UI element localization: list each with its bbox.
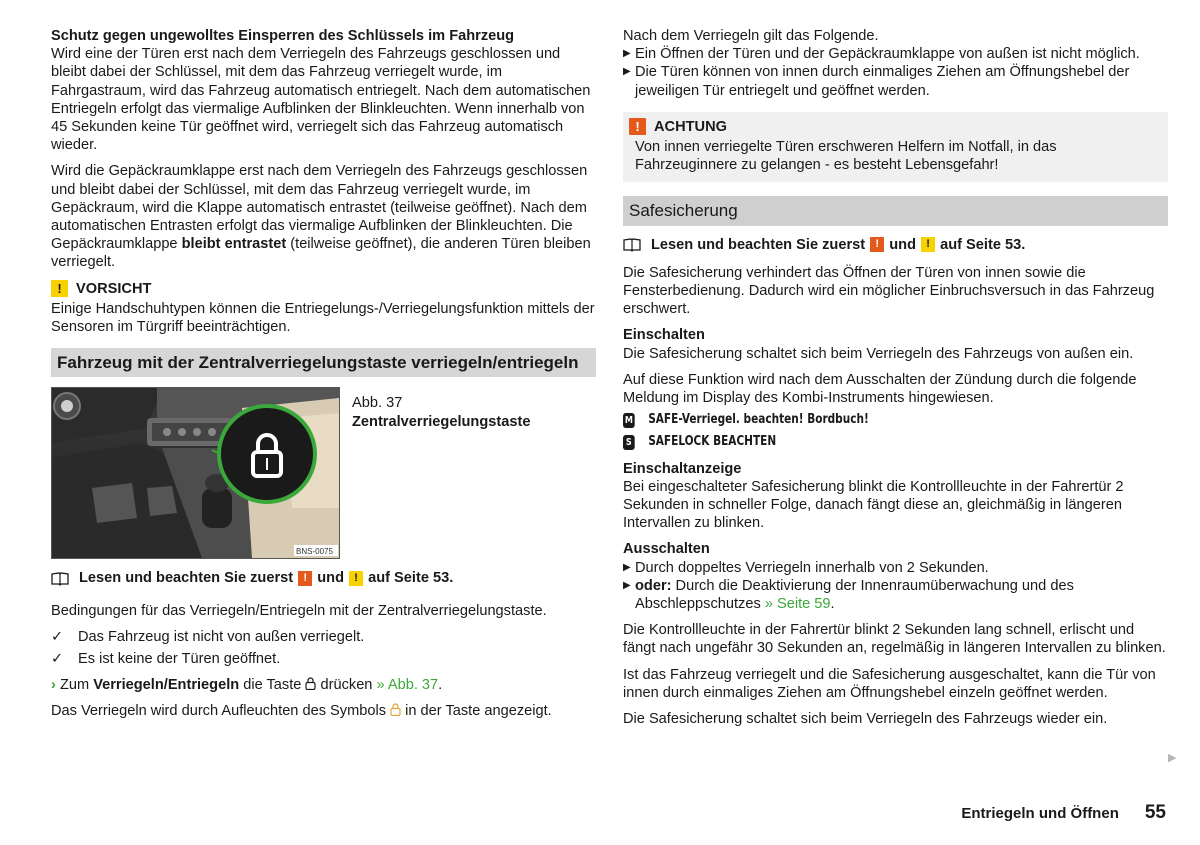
bullet-icon: ▶ [623, 561, 631, 573]
action-arrow-icon: › [51, 677, 56, 694]
caution-box [51, 280, 596, 337]
bullet-item [623, 45, 1168, 63]
paragraph: Ist das Fahrzeug verriegelt und die Safesicherung ausgeschaltet, kann die Tür von innen durch einmaliges Ziehen am Öffnungshebel einzeln geöffnet werden. [623, 666, 1156, 701]
footer-chapter-title: Entriegeln und Öffnen [961, 805, 1119, 822]
bullet-item [623, 577, 1168, 613]
bullet-text: Die Türen können von innen durch einmaliges Ziehen am Öffnungshebel der jeweiligen Tür entriegelt und geöffnet werden. [635, 64, 1130, 99]
subheading-ausschalten: Ausschalten [623, 541, 710, 558]
condition-item [51, 628, 596, 646]
bold-text: oder: [635, 577, 672, 594]
subheading-einschalten: Einschalten [623, 327, 705, 344]
bullet-icon: ▶ [623, 48, 631, 60]
figure-code: BNS-0075 [296, 547, 333, 557]
figure-central-locking-button [51, 387, 340, 559]
book-icon [51, 572, 69, 586]
figure-row [51, 387, 596, 559]
check-icon: ✓ [51, 628, 64, 645]
page-link[interactable]: » Seite 59 [764, 596, 831, 613]
bullet-text: Ein Öffnen der Türen und der Gepäckraumklappe von außen ist nicht möglich. [635, 46, 1140, 63]
right-column [623, 27, 1168, 736]
text: Zum [59, 677, 94, 694]
figure-caption-block [352, 387, 530, 559]
read-page: auf Seite 53. [940, 236, 1026, 253]
bullet-icon: ▶ [623, 66, 631, 78]
paragraph-key-lock-protection [51, 27, 596, 154]
paragraph: Die Kontrollleuchte in der Fahrertür blinkt 2 Sekunden lang schnell, erlischt und fängt nach ungefähr 30 Sekunden an, regelmäßig in längeren Intervallen zu blinken. [623, 622, 1166, 657]
read-and: und [889, 236, 916, 253]
caution-text: Einige Handschuhtypen können die Entriegelungs-/Verriegelungsfunktion mittels der Sensoren im Türgriff beeinträchtigen. [51, 300, 595, 336]
continue-arrow-icon: ▶ [1168, 752, 1177, 764]
car-interior-illustration [52, 388, 339, 558]
text: . [830, 596, 835, 613]
display-text: SAFELOCK BEACHTEN [648, 434, 777, 450]
display-s-icon: S [623, 435, 635, 450]
bullet-icon: ▶ [623, 579, 631, 591]
after-lock-intro: Nach dem Verriegeln gilt das Folgende. [623, 28, 879, 44]
text: die Taste [239, 677, 302, 694]
left-column [51, 27, 596, 729]
bold-text: Verriegeln/Entriegeln [93, 677, 240, 694]
text: Das Verriegeln wird durch Aufleuchten des Symbols [51, 703, 387, 720]
warning-icon: ! [870, 237, 884, 252]
section-title-safesicherung: Safesicherung [623, 196, 1168, 225]
read-first-line [623, 236, 1168, 254]
figure-label: Abb. 37 [352, 395, 403, 412]
caution-icon: ! [921, 237, 935, 252]
text: (teilweise geöffnet), die anderen Türen bleiben verriegelt. [51, 236, 591, 271]
warning-box [623, 112, 1168, 183]
text: in der Taste angezeigt. [401, 703, 552, 720]
paragraph-trunk [51, 162, 596, 271]
paragraph: Die Safesicherung schaltet sich beim Verriegeln des Fahrzeugs wieder ein. [623, 711, 1108, 728]
figure-link[interactable]: » Abb. 37 [376, 677, 439, 694]
condition-text: Es ist keine der Türen geöffnet. [78, 651, 281, 668]
text: Wird die Gepäckraumklappe erst nach dem Verriegeln des Fahrzeugs geschlossen und bleibt dabei der Schlüssel, mit dem das Fahrzeug verriegelt wurde, im Gepäckraum, wird die Klappe automatisch entrastet (teilweise geöffnet). Nach dem automatischen Entrasten erfolgt das viermalige Aufblinken der Blinkleuchten. Die Gepäckraumklappe [51, 163, 588, 253]
display-text: SAFE-Verriegel. beachten! Bordbuch! [648, 412, 869, 428]
page-footer [961, 804, 1166, 823]
display-message-m [623, 411, 1114, 429]
condition-item [51, 650, 596, 668]
text: Durch die Deaktivierung der Innenraumüberwachung und des Abschleppschutzes [635, 577, 1074, 613]
paragraph-text: Wird eine der Türen erst nach dem Verriegeln des Fahrzeugs geschlossen und bleibt dabei der Schlüssel, mit dem das Fahrzeug verriegelt wurde, im Fahrgastraum, wird das Fahrzeug automatisch entriegelt. Nach dem automatischen Entriegeln erfolgt das viermalige Aufblinken der Blinkleuchten. Wenn innerhalb von 45 Sekunden keine Tür geöffnet wird, verriegelt sich das Fahrzeug automatisch wieder. [51, 46, 591, 154]
paragraph: Die Safesicherung verhindert das Öffnen der Türen von innen sowie die Fensterbedienung. Dadurch wird ein möglicher Einbruchsversuch in das Fahrzeug erschwert. [623, 264, 1155, 318]
final-note [51, 702, 596, 720]
book-icon [623, 238, 641, 252]
bullet-text [635, 577, 1168, 613]
page-number: 55 [1144, 802, 1166, 823]
warning-icon: ! [298, 571, 312, 586]
warning-text: Von innen verriegelte Türen erschweren Helfern im Notfall, in das Fahrzeuginnere zu gelangen - es besteht Lebensgefahr! [635, 139, 1057, 174]
paragraph: Bei eingeschalteter Safesicherung blinkt die Kontrollleuchte in der Fahrertür 2 Sekunden in schneller Folge, danach fängt diese an, gleichmäßig in längeren Intervallen zu blinken. [623, 478, 1124, 532]
warning-label: ACHTUNG [654, 118, 727, 135]
caution-icon: ! [51, 280, 68, 297]
paragraph-title: Schutz gegen ungewolltes Einsperren des Schlüssels im Fahrzeug [51, 28, 515, 44]
display-message-s [623, 433, 1114, 451]
subheading-einschaltanzeige: Einschaltanzeige [623, 460, 742, 477]
warning-heading [629, 118, 1162, 136]
display-m-icon: M [624, 414, 633, 426]
bullet-item [623, 559, 1168, 577]
read-text: Lesen und beachten Sie zuerst [651, 236, 866, 253]
read-page: auf Seite 53. [368, 570, 454, 587]
warning-icon: ! [629, 118, 646, 135]
lock-icon [305, 677, 316, 690]
bullet-item [623, 63, 1168, 99]
text: drücken [316, 677, 377, 694]
conditions-intro: Bedingungen für das Verriegeln/Entriegeln mit der Zentralverriegelungstaste. [51, 602, 547, 619]
lock-lit-icon [390, 703, 401, 716]
read-first-line [51, 569, 596, 587]
action-step [51, 676, 596, 694]
check-icon: ✓ [51, 651, 64, 668]
section-title-central-locking: Fahrzeug mit der Zentralverriegelungstaste verriegeln/entriegeln [51, 348, 596, 377]
caution-label: VORSICHT [76, 280, 152, 297]
condition-text: Das Fahrzeug ist nicht von außen verriegelt. [78, 628, 365, 645]
read-text: Lesen und beachten Sie zuerst [79, 570, 294, 587]
paragraph: Die Safesicherung schaltet sich beim Verriegeln des Fahrzeugs von außen ein. [623, 345, 1134, 362]
paragraph: Auf diese Funktion wird nach dem Ausschalten der Zündung durch die folgende Meldung im Display des Kombi-Instruments hingewiesen. [623, 371, 1137, 407]
caution-heading [51, 280, 596, 298]
text: . [438, 677, 443, 694]
bullet-text: Durch doppeltes Verriegeln innerhalb von 2 Sekunden. [635, 559, 989, 576]
figure-caption: Zentralverriegelungstaste [352, 413, 531, 430]
bold-text: bleibt entrastet [181, 236, 287, 253]
read-and: und [317, 570, 344, 587]
caution-icon: ! [349, 571, 363, 586]
